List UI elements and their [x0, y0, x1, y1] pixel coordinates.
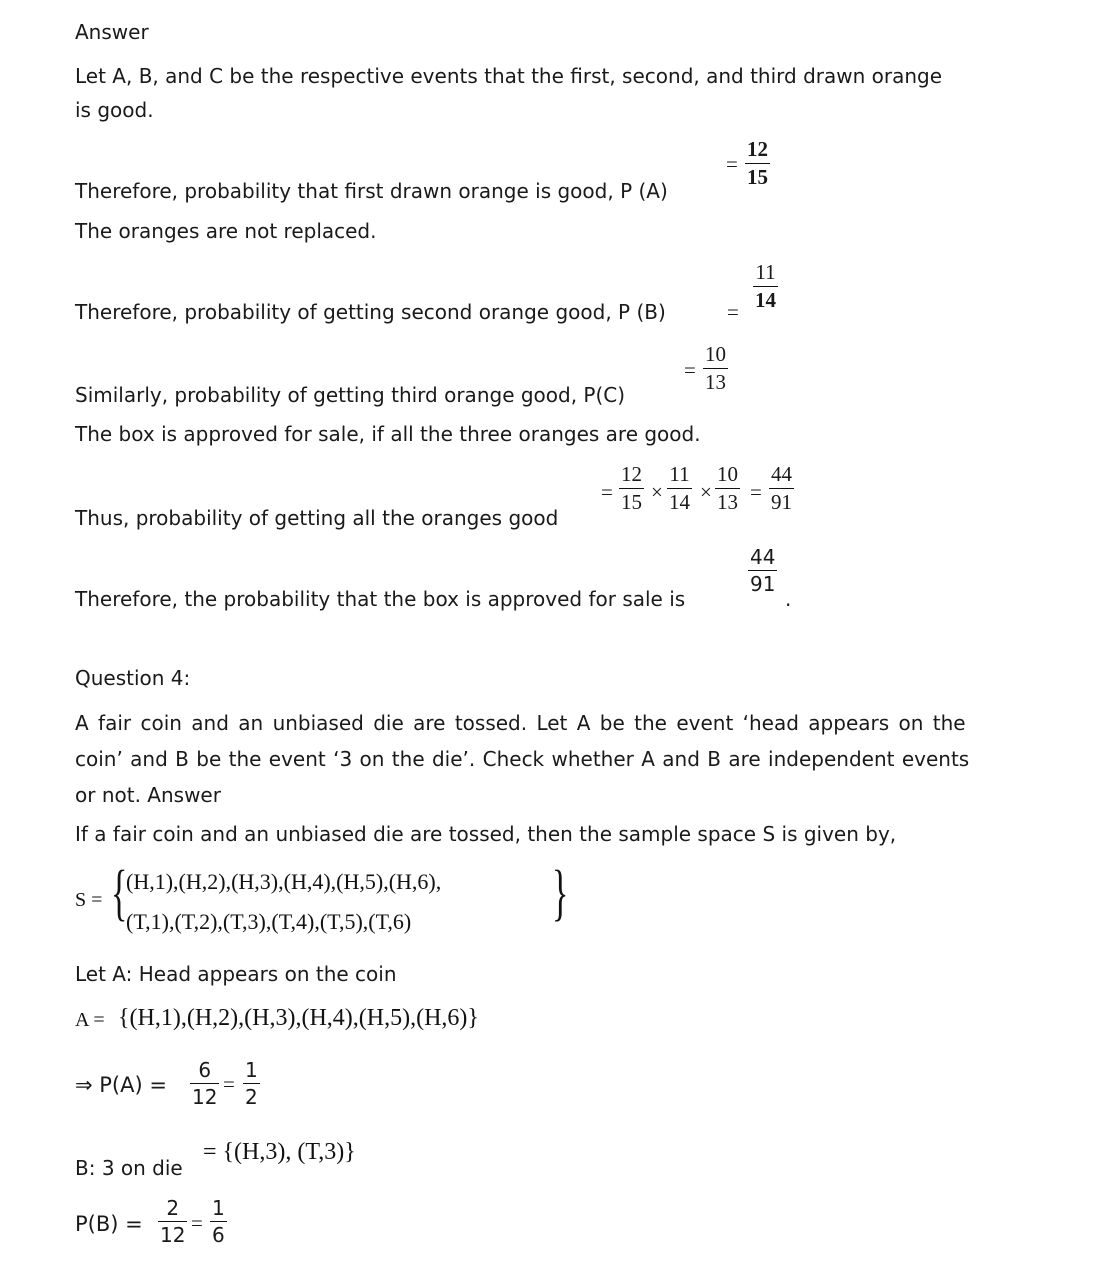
- all-good-equals-1: =: [601, 480, 613, 504]
- question-4-line-3: or not. Answer: [75, 783, 221, 807]
- q4-pb-fraction-1: [158, 1198, 187, 1245]
- times-1: ×: [651, 480, 663, 504]
- pa-numerator: 12: [747, 137, 768, 161]
- q4-pa-f1-denominator: 12: [192, 1085, 218, 1109]
- sample-space-row-2: (T,1),(T,2),(T,3),(T,4),(T,5),(T,6): [126, 909, 412, 934]
- q4-pb-equals: =: [191, 1211, 203, 1235]
- conclusion-denominator: 91: [750, 572, 776, 596]
- question-4-label: Question 4:: [75, 666, 191, 690]
- f3-denominator: 13: [717, 490, 738, 514]
- times-2: ×: [700, 480, 712, 504]
- pb-fraction: [753, 262, 778, 311]
- not-replaced-line: The oranges are not replaced.: [75, 219, 377, 243]
- q4-pa-f2-numerator: 1: [245, 1058, 258, 1082]
- sample-space-label: S =: [75, 889, 103, 911]
- question-4-line-2: coin’ and B be the event ‘3 on the die’. Check whether A and B are independent events: [75, 747, 970, 771]
- conclusion-period: .: [785, 587, 792, 611]
- q4-pa-equals: =: [223, 1072, 235, 1096]
- q4-pb-f2-numerator: 1: [212, 1196, 225, 1220]
- q4-pa-fraction-2: [243, 1060, 260, 1107]
- q4-pb-f1-denominator: 12: [160, 1223, 186, 1247]
- pc-fraction: [703, 344, 728, 393]
- all-good-fraction-2: [667, 464, 692, 513]
- q4-pb-f2-denominator: 6: [212, 1223, 225, 1247]
- all-good-result-fraction: [769, 464, 794, 513]
- pb-denominator: 14: [755, 288, 776, 312]
- pa-equals: =: [726, 152, 738, 176]
- a-set-label: A =: [75, 1009, 105, 1031]
- f1-numerator: 12: [621, 462, 642, 486]
- pa-fraction: [745, 139, 770, 188]
- conclusion-fraction: [748, 547, 777, 594]
- let-a-line: Let A: Head appears on the coin: [75, 962, 397, 986]
- result-denominator: 91: [771, 490, 792, 514]
- all-good-fraction-1: [619, 464, 644, 513]
- pc-equals: =: [684, 358, 696, 382]
- f2-numerator: 11: [669, 462, 690, 486]
- q4-pa-f2-denominator: 2: [245, 1085, 258, 1109]
- sample-space-row-1: (H,1),(H,2),(H,3),(H,4),(H,5),(H,6),: [126, 869, 442, 894]
- answer-heading: Answer: [75, 20, 149, 44]
- intro-line-1: Let A, B, and C be the respective events that the first, second, and third drawn orange: [75, 64, 943, 88]
- f2-denominator: 14: [669, 490, 690, 514]
- a-set: {(H,1),(H,2),(H,3),(H,4),(H,5),(H,6)}: [118, 1005, 479, 1031]
- q4-pb-fraction-2: [210, 1198, 227, 1245]
- q4-pb-f1-numerator: 2: [166, 1196, 180, 1220]
- sample-space-intro: If a fair coin and an unbiased die are tossed, then the sample space S is given by,: [75, 822, 897, 846]
- pb-equals: =: [727, 300, 739, 324]
- q4-pa-f1-numerator: 6: [198, 1058, 212, 1082]
- pb-numerator: 11: [755, 260, 776, 284]
- left-brace: {: [111, 859, 128, 927]
- all-good-equals-2: =: [750, 480, 762, 504]
- q4-pa-lhs: ⇒ P(A) =: [75, 1073, 167, 1097]
- all-good-statement: Thus, probability of getting all the oranges good: [75, 506, 559, 530]
- q4-pb-lhs: P(B) =: [75, 1212, 143, 1236]
- b-set: = {(H,3), (T,3)}: [203, 1139, 356, 1165]
- result-numerator: 44: [771, 462, 792, 486]
- question-4-line-1: A fair coin and an unbiased die are tossed. Let A be the event ‘head appears on the: [75, 711, 966, 735]
- pc-numerator: 10: [705, 342, 726, 366]
- pa-statement: Therefore, probability that first drawn orange is good, P (A): [75, 179, 668, 203]
- f1-denominator: 15: [621, 490, 642, 514]
- pc-statement: Similarly, probability of getting third orange good, P(C): [75, 383, 626, 407]
- pb-statement: Therefore, probability of getting second orange good, P (B): [75, 300, 666, 324]
- b-label: B: 3 on die: [75, 1156, 183, 1180]
- conclusion-numerator: 44: [750, 545, 776, 569]
- conclusion-statement: Therefore, the probability that the box is approved for sale is: [75, 587, 686, 611]
- all-good-fraction-3: [715, 464, 740, 513]
- pc-denominator: 13: [705, 370, 726, 394]
- right-brace: }: [552, 859, 569, 927]
- q4-pa-fraction-1: [190, 1060, 219, 1107]
- intro-line-2: is good.: [75, 98, 154, 122]
- f3-numerator: 10: [717, 462, 738, 486]
- approved-condition: The box is approved for sale, if all the three oranges are good.: [75, 422, 701, 446]
- pa-denominator: 15: [747, 165, 768, 189]
